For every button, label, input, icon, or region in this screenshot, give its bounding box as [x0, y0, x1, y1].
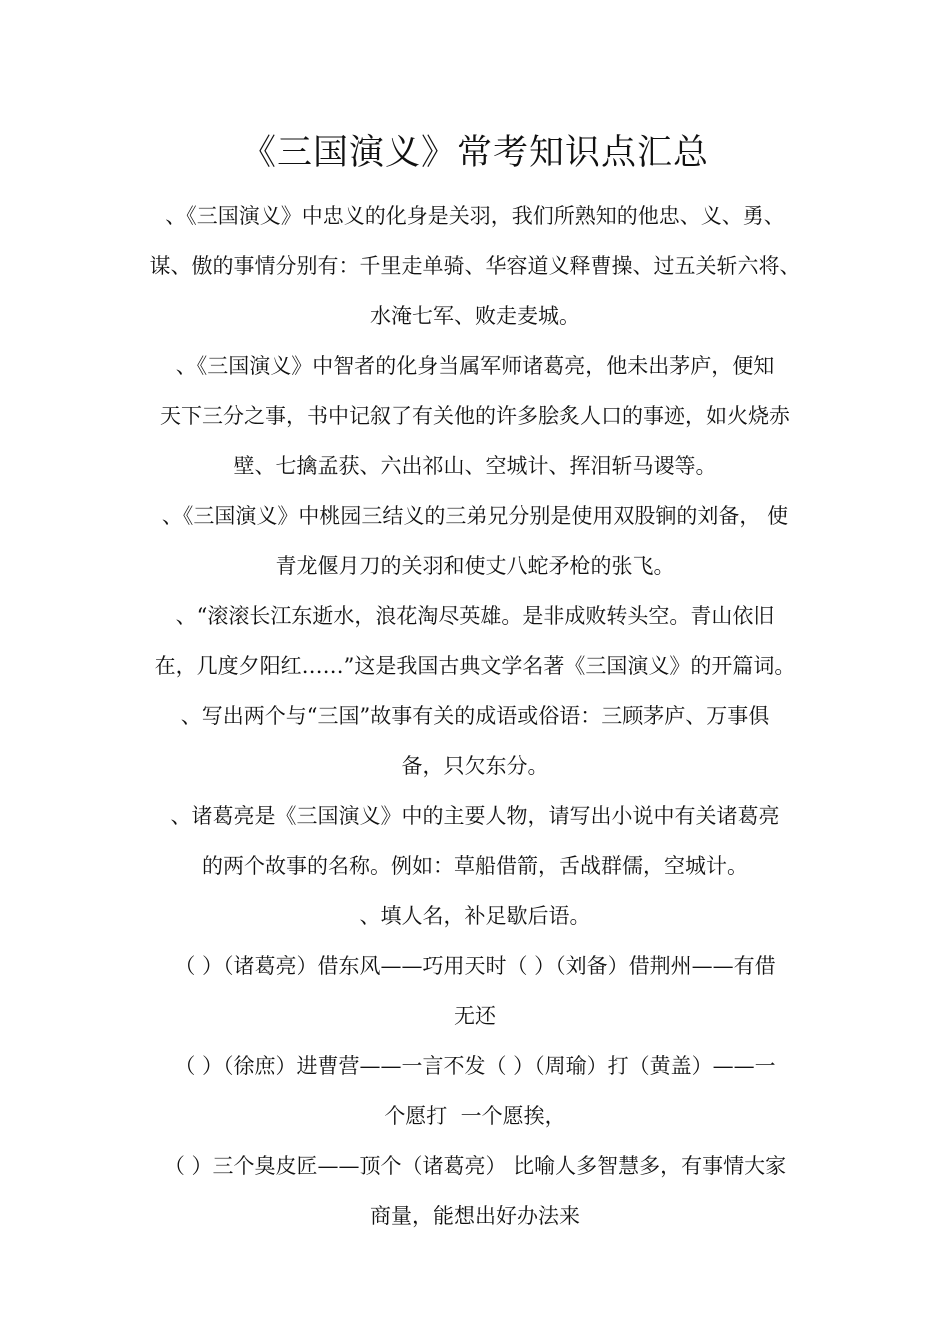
text-line: 、“滚滚长江东逝水，浪花淘尽英雄。是非成败转头空。青山依旧 — [175, 604, 775, 628]
text-line: （ ）（诸葛亮）借东风——巧用天时（ ）（刘备）借荆州——有借 — [174, 954, 776, 978]
text-line: 、写出两个与“三国”故事有关的成语或俗语：三顾茅庐、万事俱 — [180, 704, 770, 728]
text-line: 的两个故事的名称。例如：草船借箭，舌战群儒，空城计。 — [202, 854, 748, 878]
text-line: 天下三分之事，书中记叙了有关他的许多脍炙人口的事迹，如火烧赤 — [160, 404, 790, 428]
text-line: （ ）（徐庶）进曹营——一言不发（ ）（周瑜）打（黄盖）——一 — [174, 1054, 776, 1078]
text-line: 青龙偃月刀的关羽和使丈八蛇矛枪的张飞。 — [275, 554, 675, 578]
text-line: 商量，能想出好办法来 — [370, 1204, 580, 1228]
text-line: 备，只欠东分。 — [401, 754, 549, 778]
text-line: 、《三国演义》中智者的化身当属军师诸葛亮，他未出茅庐，便知 — [175, 354, 775, 378]
text-line: 壁、七擒孟获、六出祁山、空城计、挥泪斩马谡等。 — [233, 454, 717, 478]
text-line: 、填人名，补足歇后语。 — [359, 904, 591, 928]
text-line: 、《三国演义》中桃园三结义的三弟兄分别是使用双股锏的刘备， 使 — [161, 504, 789, 528]
document-title: 《三国演义》常考知识点汇总 — [240, 133, 709, 173]
text-line: 个愿打 一个愿挨， — [384, 1104, 566, 1128]
text-line: 水淹七军、败走麦城。 — [370, 304, 580, 328]
text-line: 无还 — [454, 1004, 496, 1028]
text-line: （ ）三个臭皮匠——顶个（诸葛亮） 比喻人多智慧多，有事情大家 — [163, 1154, 787, 1178]
text-line: 、《三国演义》中忠义的化身是关羽，我们所熟知的他忠、义、勇、 — [165, 204, 785, 228]
text-line: 、诸葛亮是《三国演义》中的主要人物，请写出小说中有关诸葛亮 — [170, 804, 780, 828]
text-line: 在，几度夕阳红……”这是我国古典文学名著《三国演义》的开篇词。 — [154, 654, 796, 678]
text-line: 谋、傲的事情分别有：千里走单骑、华容道义释曹操、过五关斩六将、 — [149, 254, 801, 278]
